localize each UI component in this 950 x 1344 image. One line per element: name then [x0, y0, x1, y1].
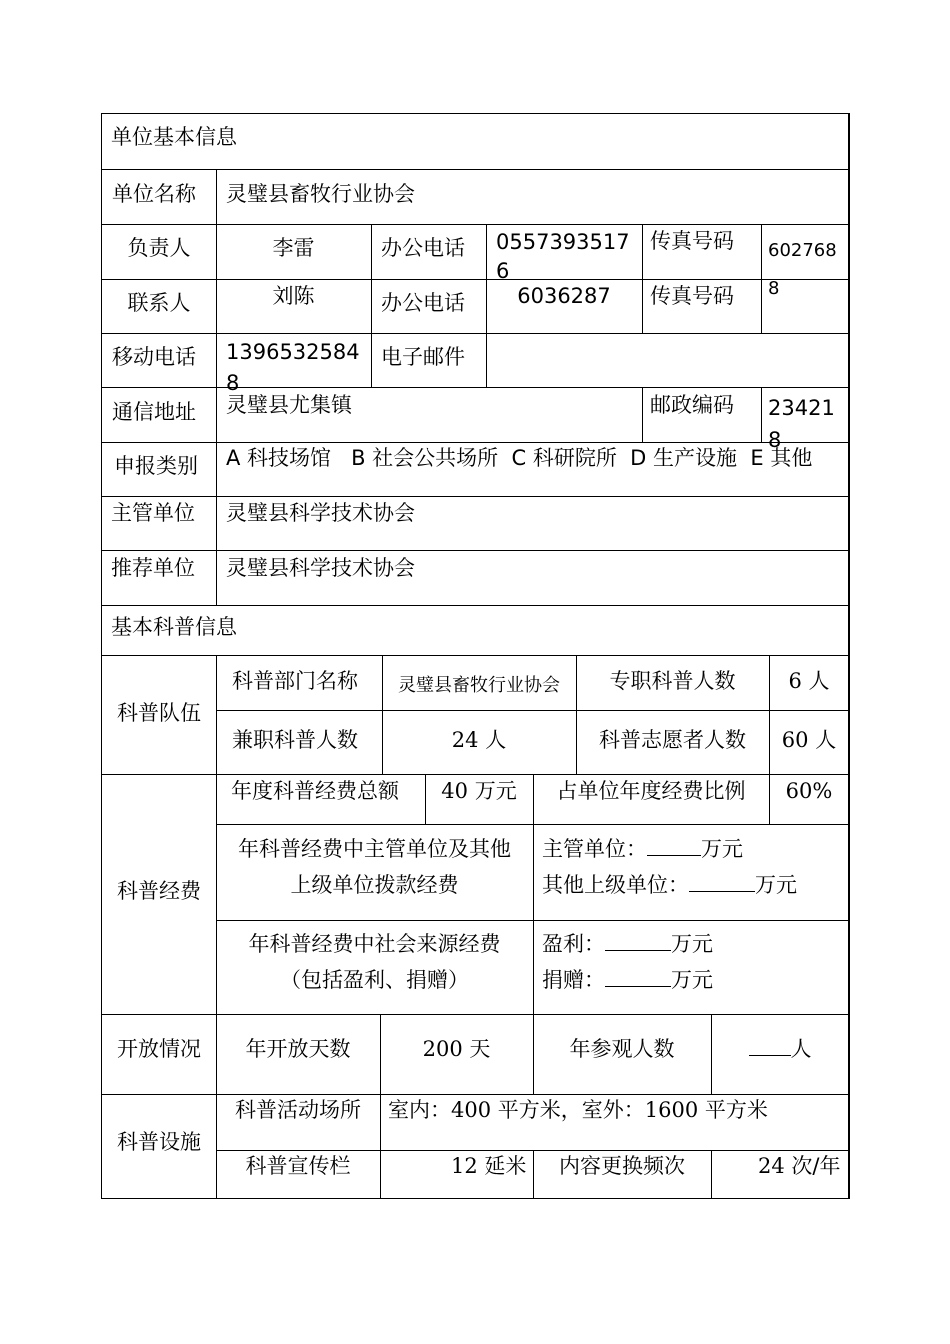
- supervisor-unit-funding[interactable]: [542, 836, 743, 862]
- open-days-value[interactable]: [380, 1036, 533, 1062]
- donation-funding-label: 捐赠：: [542, 968, 605, 992]
- col-divider: [761, 387, 762, 442]
- fulltime-value[interactable]: [769, 668, 849, 694]
- row-divider: [102, 387, 849, 388]
- leader-value[interactable]: 李雷: [272, 236, 315, 260]
- volunteer-count: 60: [781, 728, 809, 752]
- unit-meter: 延米: [484, 1154, 527, 1178]
- supervisor-label: 主管单位: [111, 501, 195, 525]
- mobile-label: 移动电话: [112, 345, 196, 369]
- office-phone-value[interactable]: 05573935176: [496, 230, 630, 280]
- funds-label: 科普经费: [117, 879, 201, 903]
- profit-funding[interactable]: [542, 931, 713, 957]
- unit-name-label: 单位名称: [112, 182, 196, 206]
- col-divider: [642, 224, 643, 333]
- row-divider: [102, 496, 849, 497]
- unit-day: 天: [469, 1037, 491, 1061]
- ratio-value[interactable]: 60%: [785, 779, 833, 803]
- form-sheet: [101, 113, 850, 1199]
- unit-wan-yuan: 万元: [474, 779, 517, 803]
- refresh-value[interactable]: [758, 1153, 841, 1179]
- refresh-label: 内容更换频次: [559, 1154, 685, 1178]
- unit-wan-yuan: 万元: [671, 968, 713, 992]
- board-label: 科普宣传栏: [245, 1154, 351, 1178]
- email-label: 电子邮件: [381, 345, 465, 369]
- social-label-line-2: （包括盈利、捐赠）: [280, 968, 469, 992]
- annual-total-label: 年度科普经费总额: [231, 779, 399, 803]
- unit-person: 人: [790, 1037, 812, 1061]
- blank-line: [605, 932, 671, 951]
- team-label: 科普队伍: [117, 701, 201, 725]
- venue-label: 科普活动场所: [235, 1098, 361, 1122]
- ratio-label: 占单位年度经费比例: [556, 779, 746, 803]
- row-divider: [102, 442, 849, 443]
- allocation-label-line-1: 年科普经费中主管单位及其他: [238, 837, 511, 861]
- row-divider: [102, 655, 849, 656]
- row-divider: [102, 333, 849, 334]
- fax-value[interactable]: 6027688: [768, 240, 837, 299]
- blank-line: [689, 873, 755, 892]
- office-phone-label-2: 办公电话: [381, 291, 465, 315]
- col-divider: [642, 387, 643, 442]
- blank-line: [647, 837, 701, 856]
- col-divider: [711, 1150, 712, 1198]
- row-divider: [102, 774, 849, 775]
- recommender-value[interactable]: 灵璧县科学技术协会: [226, 556, 415, 580]
- category-options[interactable]: A 科技场馆 B 社会公共场所 C 科研院所 D 生产设施 E 其他: [226, 446, 813, 470]
- office-phone-label: 办公电话: [381, 236, 465, 260]
- fulltime-count: 6: [788, 669, 802, 693]
- venue-outdoor-label: 平方米，室外：: [497, 1098, 645, 1122]
- row-divider: [216, 710, 849, 711]
- supervisor-value[interactable]: 灵璧县科学技术协会: [226, 501, 415, 525]
- venue-indoor-label: 室内：: [388, 1098, 451, 1122]
- supervisor-unit-funding-label: 主管单位：: [542, 837, 647, 861]
- row-divider: [102, 1094, 849, 1095]
- col-divider: [371, 224, 372, 387]
- open-days-count: 200: [422, 1037, 463, 1061]
- section-title-basic: 单位基本信息: [111, 125, 237, 149]
- venue-indoor-area: 400: [451, 1098, 492, 1122]
- row-divider: [102, 169, 849, 170]
- row-divider: [102, 1014, 849, 1015]
- contact-label: 联系人: [127, 291, 191, 315]
- open-days-label: 年开放天数: [245, 1037, 351, 1061]
- row-divider: [102, 279, 849, 280]
- address-value[interactable]: 灵璧县尤集镇: [226, 393, 352, 417]
- fax-label-2: 传真号码: [650, 284, 734, 308]
- annual-total-amount: 40: [441, 779, 469, 803]
- volunteer-label: 科普志愿者人数: [599, 728, 746, 752]
- facilities-label: 科普设施: [117, 1130, 201, 1154]
- board-length: 12: [451, 1154, 478, 1178]
- fulltime-label: 专职科普人数: [609, 669, 736, 693]
- row-divider: [102, 224, 849, 225]
- parttime-label: 兼职科普人数: [232, 728, 358, 752]
- unit-name-value[interactable]: 灵璧县畜牧行业协会: [226, 182, 415, 206]
- unit-wan-yuan: 万元: [701, 837, 743, 861]
- unit-times-year: 次/年: [791, 1154, 841, 1178]
- unit-person: 人: [808, 669, 830, 693]
- contact-value[interactable]: 刘陈: [272, 284, 315, 308]
- postcode-value[interactable]: 234218: [768, 396, 835, 450]
- social-label-line-1: 年科普经费中社会来源经费: [248, 932, 501, 956]
- unit-sqm: 平方米: [704, 1098, 768, 1122]
- section-title-science: 基本科普信息: [111, 615, 237, 639]
- unit-person: 人: [815, 728, 837, 752]
- parttime-count: 24: [451, 728, 479, 752]
- row-divider: [102, 550, 849, 551]
- fax-label: 传真号码: [650, 229, 734, 253]
- postcode-label: 邮政编码: [650, 393, 734, 417]
- leader-label: 负责人: [127, 236, 191, 260]
- visitors-value[interactable]: [711, 1036, 849, 1062]
- allocation-label-line-2: 上级单位拨款经费: [290, 873, 459, 897]
- unit-wan-yuan: 万元: [671, 932, 713, 956]
- unit-person: 人: [485, 728, 507, 752]
- dept-name-value[interactable]: 灵璧县畜牧行业协会: [398, 675, 560, 696]
- category-label: 申报类别: [114, 454, 198, 478]
- unit-wan-yuan: 万元: [755, 873, 797, 897]
- venue-value[interactable]: [388, 1097, 768, 1123]
- recommender-label: 推荐单位: [111, 556, 195, 580]
- other-superior-funding[interactable]: [542, 872, 797, 898]
- office-phone-value-2[interactable]: 6036287: [517, 284, 611, 308]
- col-divider: [761, 224, 762, 333]
- dept-name-label: 科普部门名称: [232, 669, 358, 693]
- annual-total-value[interactable]: [425, 778, 533, 804]
- parttime-value[interactable]: [382, 727, 576, 753]
- donation-funding[interactable]: [542, 967, 713, 993]
- refresh-count: 24: [758, 1154, 785, 1178]
- row-divider: [102, 605, 849, 606]
- board-value[interactable]: [451, 1153, 526, 1179]
- blank-line: [749, 1037, 791, 1056]
- venue-outdoor-area: 1600: [644, 1098, 699, 1122]
- profit-funding-label: 盈利：: [542, 932, 605, 956]
- open-label: 开放情况: [117, 1037, 201, 1061]
- address-label: 通信地址: [112, 400, 196, 424]
- other-superior-funding-label: 其他上级单位：: [542, 873, 689, 897]
- mobile-value[interactable]: 13965325848: [226, 340, 360, 393]
- visitors-label: 年参观人数: [569, 1037, 675, 1061]
- volunteer-value[interactable]: [769, 727, 849, 753]
- blank-line: [605, 968, 671, 987]
